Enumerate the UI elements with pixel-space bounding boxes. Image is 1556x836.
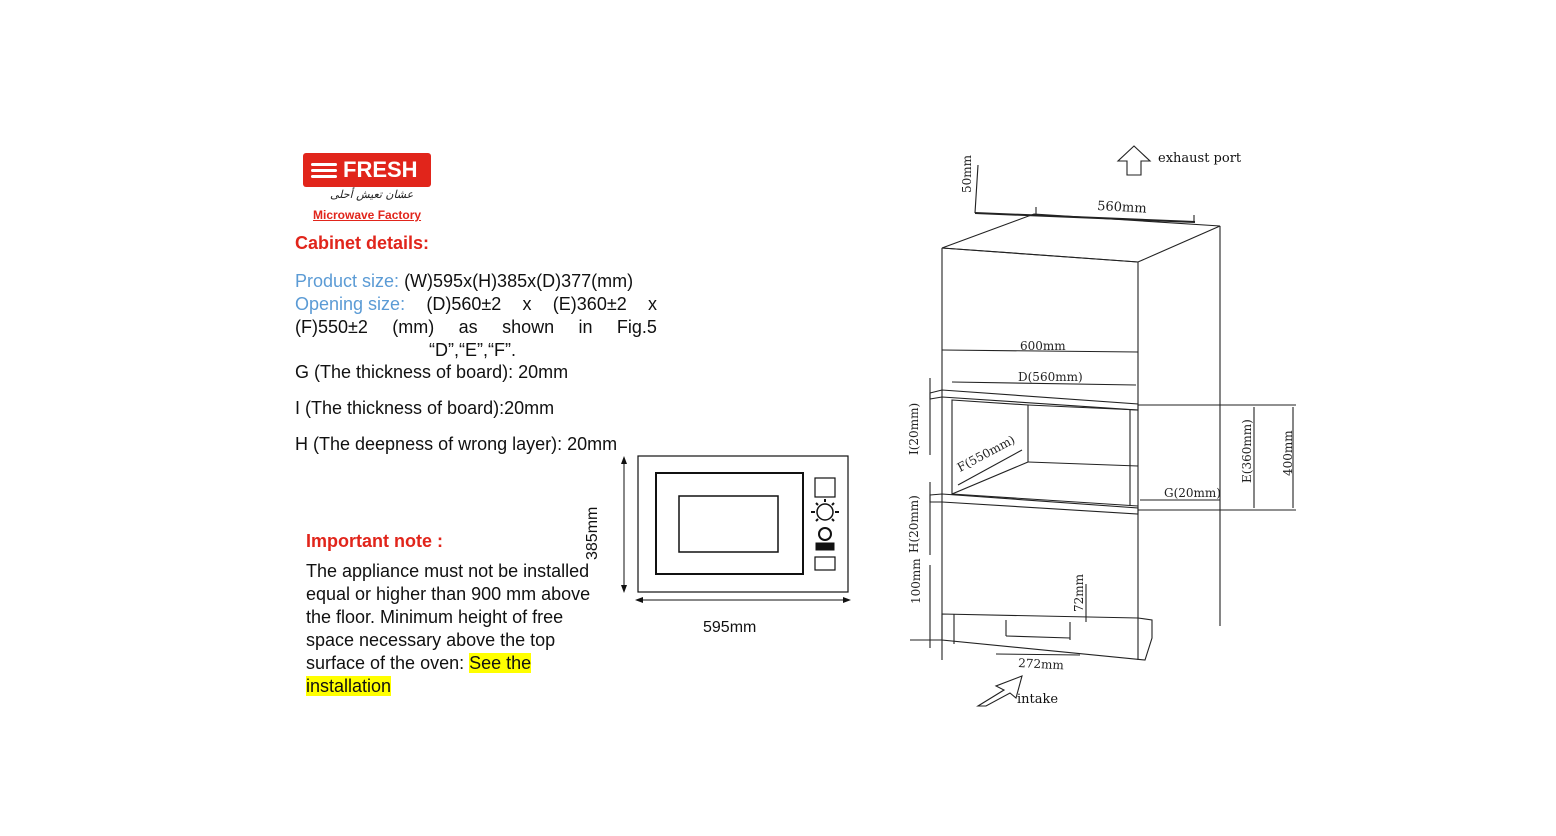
dim-272: 272mm <box>1017 656 1065 673</box>
note-highlight: See the installation <box>306 653 532 696</box>
g-thickness-line: G (The thickness of board): 20mm <box>295 362 569 382</box>
brand-tagline: عشان تعيش أحلى <box>330 188 414 201</box>
microwave-height-label: 385mm <box>584 506 601 560</box>
cabinet-heading: Cabinet details: <box>295 233 430 253</box>
i-thickness-line: I (The thickness of board):20mm <box>295 398 555 418</box>
opening-size-label: Opening size: <box>295 294 406 314</box>
product-size-label: Product size: <box>295 271 400 291</box>
factory-subtitle: Microwave Factory <box>313 208 422 222</box>
opening-word: (D)560±2 <box>426 294 502 314</box>
product-size-value: (W)595x(H)385x(D)377(mm) <box>404 271 634 291</box>
opening-word: as <box>458 317 478 337</box>
opening-word: (mm) <box>392 317 435 337</box>
dim-100: 100mm <box>909 558 923 604</box>
dim-h: H(20mm) <box>907 495 921 553</box>
dim-e: E(360mm) <box>1240 419 1254 483</box>
brand-name: FRESH <box>343 157 418 182</box>
note-text: The appliance must not be installed equal or higher than 900 mm above the floor. Minimum height of free space necessary above the top surface of the oven: <box>306 561 591 673</box>
microwave-front-figure <box>621 456 851 603</box>
dim-600: 600mm <box>1020 339 1066 353</box>
dim-g: G(20mm) <box>1164 486 1221 500</box>
exhaust-port-label: exhaust port <box>1158 151 1242 166</box>
opening-word: (F)550±2 <box>295 317 368 337</box>
microwave-outline <box>638 456 848 592</box>
intake-arrow-icon <box>978 676 1022 706</box>
dial-ticks <box>811 499 839 521</box>
control-button <box>816 543 834 550</box>
important-note-heading: Important note : <box>306 531 443 551</box>
door-release-button <box>815 557 835 570</box>
microwave-door <box>656 473 803 574</box>
microwave-width-label: 595mm <box>703 619 757 636</box>
control-dial-top <box>817 504 833 520</box>
dim-i: I(20mm) <box>907 402 921 455</box>
exhaust-arrow-icon <box>1118 146 1150 175</box>
dim-f: F(550mm) <box>954 432 1018 475</box>
opening-word: x <box>522 294 532 314</box>
dim-top-width: 560mm <box>1096 199 1147 217</box>
opening-word: Fig.5 <box>616 317 657 337</box>
h-deepness-line: H (The deepness of wrong layer): 20mm <box>295 434 618 454</box>
microwave-window <box>679 496 778 552</box>
dim-d: D(560mm) <box>1018 370 1083 384</box>
cabinet-figure <box>910 146 1296 706</box>
intake-label: intake <box>1017 692 1059 707</box>
opening-size-line-3: “D”,“E”,“F”. <box>429 340 516 360</box>
dim-72: 72mm <box>1072 573 1086 612</box>
opening-word: (E)360±2 <box>552 294 627 314</box>
dim-400: 400mm <box>1281 430 1295 476</box>
opening-word: x <box>647 294 657 314</box>
control-dial-bottom <box>819 528 831 540</box>
opening-word: shown <box>502 317 555 337</box>
opening-word: in <box>578 317 593 337</box>
control-display <box>815 478 835 497</box>
dim-top-gap: 50mm <box>960 154 974 193</box>
